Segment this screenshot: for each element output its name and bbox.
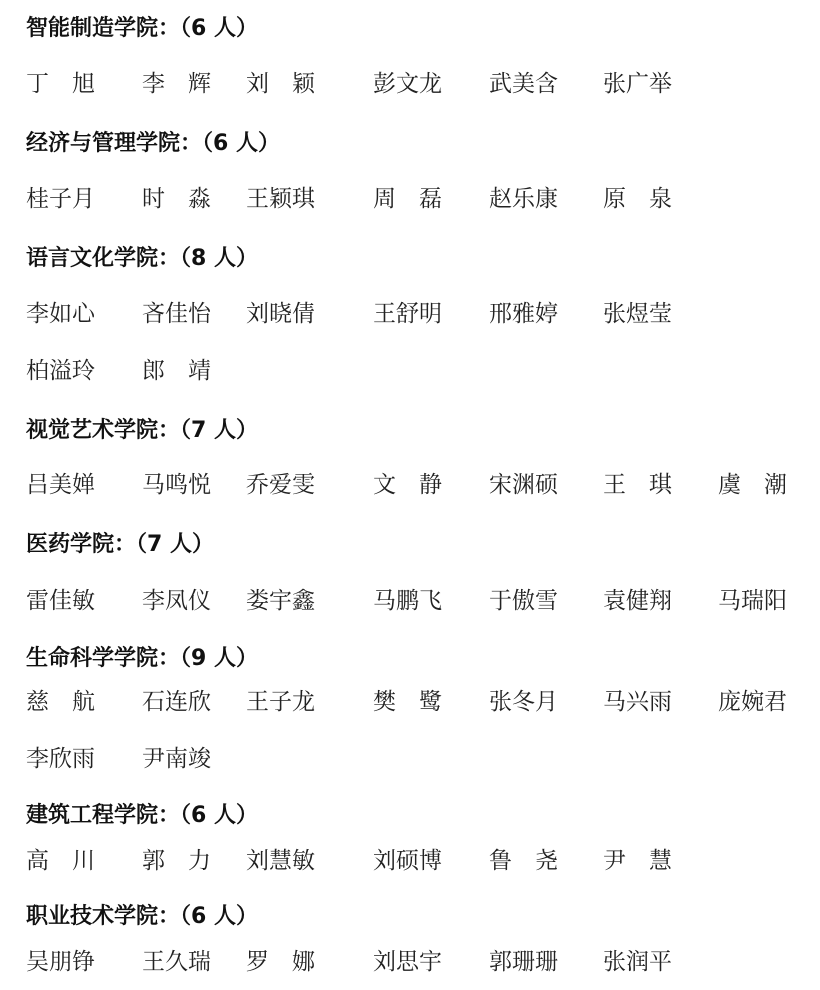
member-name: 李欣雨 <box>26 746 95 772</box>
member-name: 袁健翔 <box>603 588 672 614</box>
name-row <box>26 355 816 387</box>
member-name: 周 磊 <box>373 186 442 212</box>
member-name: 吝佳怡 <box>142 301 211 327</box>
member-name: 乔爱雯 <box>246 472 315 498</box>
name-row <box>26 686 816 718</box>
member-name: 慈 航 <box>26 689 95 715</box>
member-name: 罗 娜 <box>246 949 315 975</box>
member-name: 尹南竣 <box>142 746 211 772</box>
member-name: 柏溢玲 <box>26 358 95 384</box>
member-name: 郭珊珊 <box>489 949 558 975</box>
member-name: 刘晓倩 <box>246 301 315 327</box>
name-list-document <box>26 0 816 990</box>
member-name: 桂子月 <box>26 186 95 212</box>
member-name: 王 琪 <box>603 472 672 498</box>
member-name: 于傲雪 <box>489 588 558 614</box>
section-heading: 医药学院：（7 人） <box>26 532 214 557</box>
member-name: 马鸣悦 <box>142 472 211 498</box>
member-name: 张广举 <box>603 71 672 97</box>
member-name: 刘思宇 <box>373 949 442 975</box>
member-name: 彭文龙 <box>373 71 442 97</box>
member-name: 马兴雨 <box>603 689 672 715</box>
member-name: 石连欣 <box>142 689 211 715</box>
member-name: 武美含 <box>489 71 558 97</box>
member-name: 刘慧敏 <box>246 848 315 874</box>
section-heading: 建筑工程学院：（6 人） <box>26 803 258 828</box>
member-name: 雷佳敏 <box>26 588 95 614</box>
member-name: 郎 靖 <box>142 358 211 384</box>
name-row <box>26 845 816 877</box>
member-name: 张润平 <box>603 949 672 975</box>
name-row <box>26 946 816 978</box>
member-name: 王子龙 <box>246 689 315 715</box>
member-name: 李 辉 <box>142 71 211 97</box>
member-name: 刘 颖 <box>246 71 315 97</box>
member-name: 王久瑞 <box>142 949 211 975</box>
member-name: 张冬月 <box>489 689 558 715</box>
member-name: 邢雅婷 <box>489 301 558 327</box>
name-row <box>26 469 816 501</box>
member-name: 李凤仪 <box>142 588 211 614</box>
name-row <box>26 585 816 617</box>
member-name: 虞 潮 <box>718 472 787 498</box>
member-name: 郭 力 <box>142 848 211 874</box>
name-row <box>26 183 816 215</box>
section-heading: 职业技术学院：（6 人） <box>26 904 258 929</box>
name-row <box>26 298 816 330</box>
section-heading: 生命科学学院：（9 人） <box>26 646 258 671</box>
name-row <box>26 68 816 100</box>
name-row <box>26 743 816 775</box>
member-name: 王颖琪 <box>246 186 315 212</box>
member-name: 李如心 <box>26 301 95 327</box>
member-name: 宋渊硕 <box>489 472 558 498</box>
member-name: 赵乐康 <box>489 186 558 212</box>
member-name: 樊 鹭 <box>373 689 442 715</box>
member-name: 张煜莹 <box>603 301 672 327</box>
member-name: 高 川 <box>26 848 95 874</box>
member-name: 庞婉君 <box>718 689 787 715</box>
member-name: 鲁 尧 <box>489 848 558 874</box>
section-heading: 语言文化学院：（8 人） <box>26 246 258 271</box>
section-heading: 智能制造学院：（6 人） <box>26 16 258 41</box>
member-name: 刘硕博 <box>373 848 442 874</box>
section-heading: 视觉艺术学院：（7 人） <box>26 418 258 443</box>
member-name: 吴朋铮 <box>26 949 95 975</box>
member-name: 马瑞阳 <box>718 588 787 614</box>
member-name: 原 泉 <box>603 186 672 212</box>
member-name: 文 静 <box>373 472 442 498</box>
member-name: 时 淼 <box>142 186 211 212</box>
member-name: 王舒明 <box>373 301 442 327</box>
member-name: 马鹏飞 <box>373 588 442 614</box>
section-heading: 经济与管理学院：（6 人） <box>26 131 280 156</box>
member-name: 丁 旭 <box>26 71 95 97</box>
member-name: 吕美婵 <box>26 472 95 498</box>
member-name: 尹 慧 <box>603 848 672 874</box>
member-name: 娄宇鑫 <box>246 588 315 614</box>
